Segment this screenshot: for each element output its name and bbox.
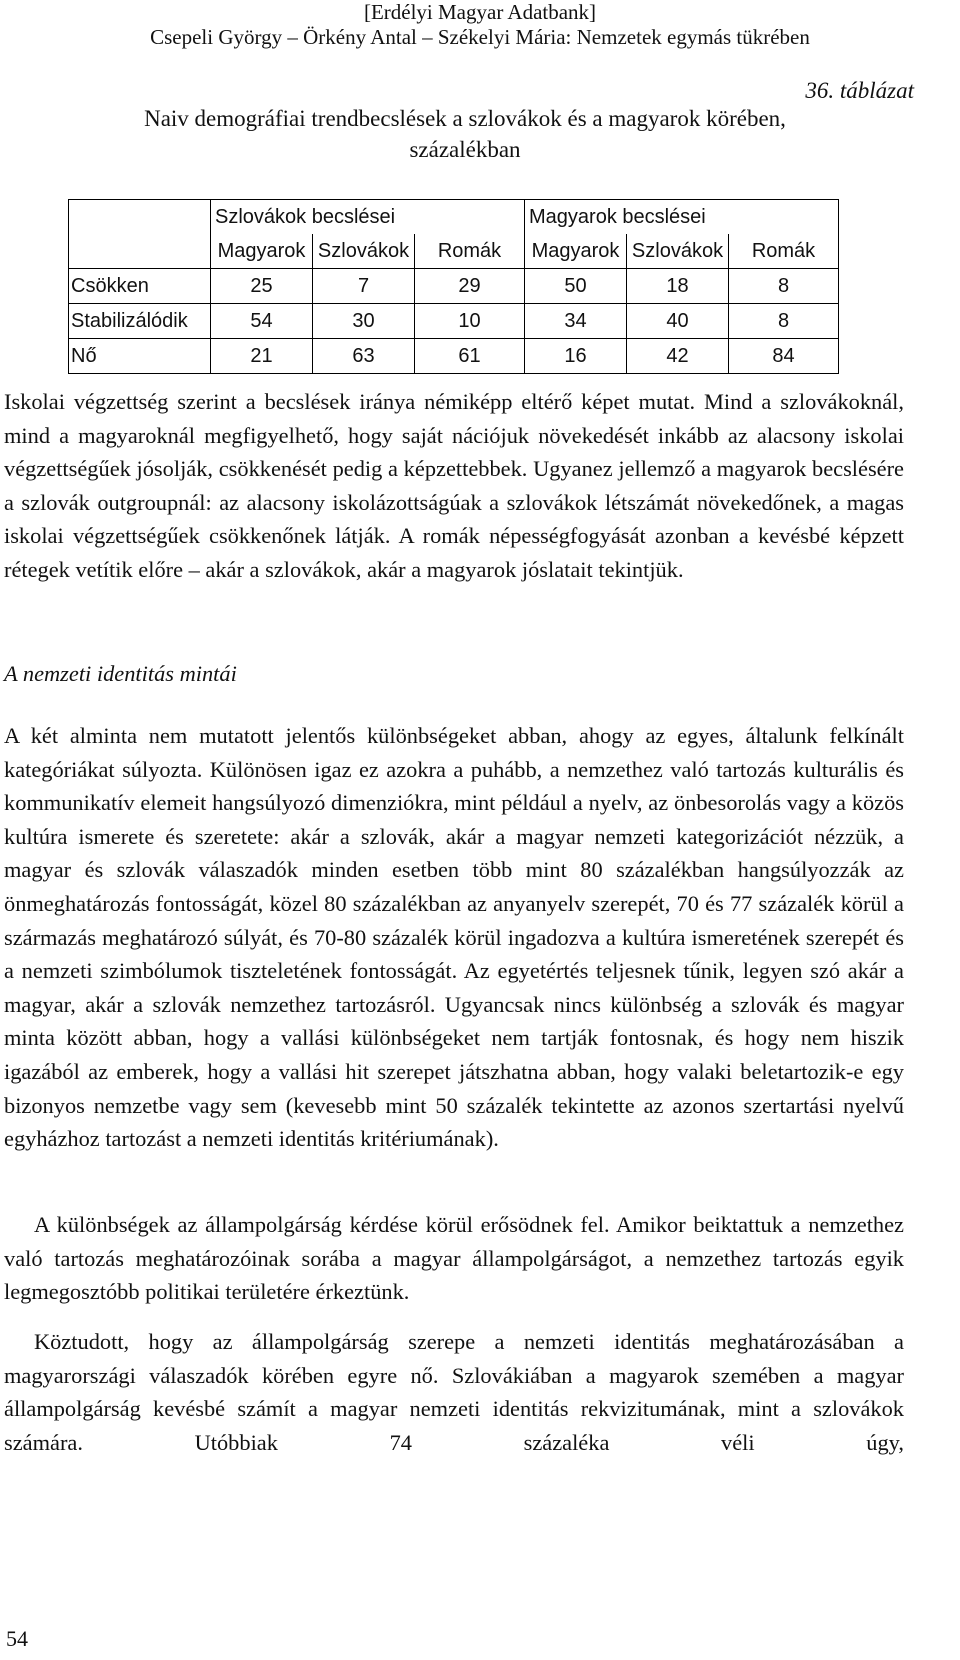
paragraph-3: A különbségek az állampolgárság kérdése körül erősödnek fel. Amikor beiktattuk a nemzethez való tartozás meghatározóinak sorába a magyar állampolgárságot, a nemzethez tartozás egyik legmegosztóbb politikai területére érkeztünk. xyxy=(4,1212,904,1305)
section-heading: A nemzeti identitás mintái xyxy=(4,661,237,686)
paragraph-4: Köztudott, hogy az állampolgárság szerepe a nemzeti identitás meghatározásában a magyarországi válaszadók körében egyre nő. Szlovákiában a magyarok szemében a magyar állampolgárság kevésbé számít a magyar nemzeti identitás rekvizitumának, mint a szlovákok számára. Utóbbiak 74 százaléka véli úgy, xyxy=(4,1329,904,1455)
row-label: Csökken xyxy=(69,269,211,304)
table-cell: 30 xyxy=(313,304,415,339)
table-cell: 42 xyxy=(627,339,729,374)
page-number: 54 xyxy=(6,1626,28,1651)
table-corner xyxy=(69,200,211,235)
sub-header: Romák xyxy=(729,234,839,269)
sub-header: Szlovákok xyxy=(313,234,415,269)
sub-header: Magyarok xyxy=(211,234,313,269)
page-header xyxy=(0,0,960,50)
table-cell: 61 xyxy=(415,339,525,374)
row-label: Nő xyxy=(69,339,211,374)
table-cell: 25 xyxy=(211,269,313,304)
table-cell: 7 xyxy=(313,269,415,304)
table-cell: 50 xyxy=(525,269,627,304)
header-title: Csepeli György – Örkény Antal – Székelyi Mária: Nemzetek egymás tükrében xyxy=(150,25,810,49)
sub-header: Magyarok xyxy=(525,234,627,269)
sub-header: Romák xyxy=(415,234,525,269)
table-cell: 63 xyxy=(313,339,415,374)
table-row xyxy=(69,269,839,304)
table-cell: 8 xyxy=(729,304,839,339)
paragraph-2: A két alminta nem mutatott jelentős különbségeket abban, ahogy az egyes, általunk felkínált kategóriákat súlyozta. Különösen igaz ez azokra a puhább, a nemzethez való tartozás kulturális és kommunikatív elemeit hangsúlyozó dimenziókra, mint például a nyelv, az önbesorolás vagy a közös kultúra ismerete és szeretete: akár a szlovák, akár a magyar nemzeti kategorizációt nézzük, a magyar és szlovák válaszadók minden esetben több mint 80 százalékban hangsúlyozzák az önmeghatározás fontosságát, közel 80 százalékban az anyanyelv szerepét, 70 és 77 százalék körül a származás meghatározó súlyát, és 70-80 százalék körül ingadozva a kultúra ismeretének szerepét és a nemzeti szimbólumok tiszteletének fontosságát. Az egyetértés teljesnek tűnik, legyen szó akár a magyar, akár a szlovák nemzethez tartozásról. Ugyancsak nincs különbség a szlovák és magyar minta között abban, hogy a vallási különbségeket nem tartják fontosnak, és hogy nem hiszik igazából az emberek, hogy a vallási hit szerepet játszhatna abban, hogy valaki beletartozik-e egy bizonyos nemzetbe vagy sem (kevesebb mint 50 százalék tekintette az azonos szertartási nyelvű egyházhoz tartozást a nemzeti identitás kritériumának). xyxy=(4,723,904,1152)
sub-header: Szlovákok xyxy=(627,234,729,269)
table-cell: 10 xyxy=(415,304,525,339)
table-cell: 54 xyxy=(211,304,313,339)
table-cell: 8 xyxy=(729,269,839,304)
table-cell: 84 xyxy=(729,339,839,374)
row-label: Stabilizálódik xyxy=(69,304,211,339)
table-cell: 21 xyxy=(211,339,313,374)
table-cell: 40 xyxy=(627,304,729,339)
table-cell: 16 xyxy=(525,339,627,374)
table-number: 36. táblázat xyxy=(805,78,914,103)
table-sub-header-row xyxy=(69,234,839,269)
table-cell: 18 xyxy=(627,269,729,304)
table-row xyxy=(69,339,839,374)
group-header-slovak: Szlovákok becslései xyxy=(211,200,525,235)
table-cell: 34 xyxy=(525,304,627,339)
table-group-header-row xyxy=(69,200,839,235)
header-source: [Erdélyi Magyar Adatbank] xyxy=(363,0,597,24)
table-cell: 29 xyxy=(415,269,525,304)
table-corner-2 xyxy=(69,234,211,269)
paragraph-1: Iskolai végzettség szerint a becslések iránya némiképp eltérő képet mutat. Mind a szlovákoknál, mind a magyaroknál megfigyelhető, hogy saját nációjuk növekedését inkább az alacsony iskolai végzettségűek jósolják, csökkenését pedig a képzettebbek. Ugyanez jellemző a magyarok becslésére a szlovák outgroupnál: az alacsony iskolázottságúak a szlovákok létszámát növekedőnek, a magas iskolai végzettségűek csökkenőnek látják. A romák népességfogyását azonban a kevésbé képzett rétegek vetítik előre – akár a szlovákok, akár a magyarok jóslatait tekintjük. xyxy=(4,389,904,582)
table-caption: Naiv demográfiai trendbecslések a szlovákok és a magyarok körében, százalékban xyxy=(144,106,786,162)
table-row xyxy=(69,304,839,339)
group-header-hungarian: Magyarok becslései xyxy=(525,200,839,235)
demographic-table xyxy=(68,199,839,374)
